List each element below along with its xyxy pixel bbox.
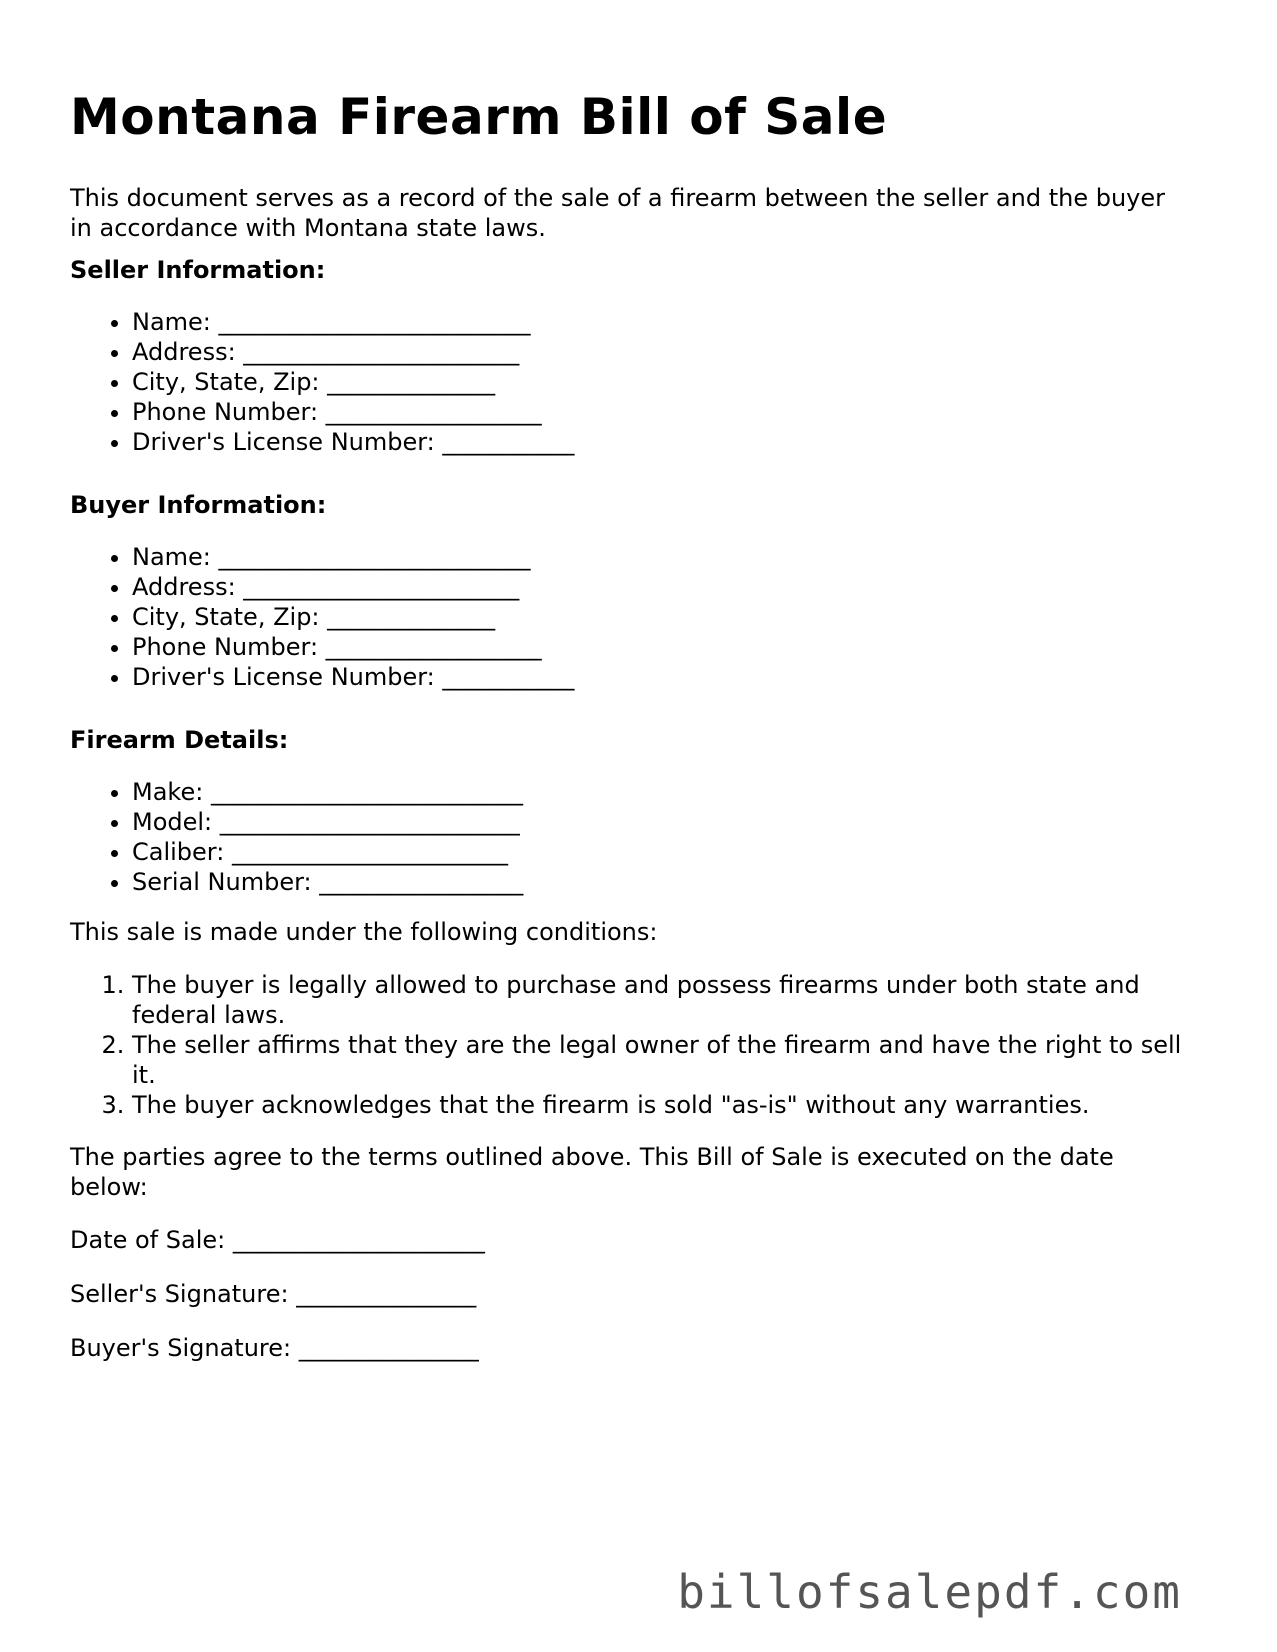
- conditions-intro: This sale is made under the following conditions:: [70, 918, 658, 946]
- seller-license-field: • Driver's License Number: ___________: [132, 427, 574, 457]
- buyer-city-state-zip-field: • City, State, Zip: ______________: [132, 602, 574, 632]
- closing-statement: The parties agree to the terms outlined above. This Bill of Sale is executed on the date below:: [70, 1143, 1114, 1201]
- conditions-list: [70, 970, 1190, 1120]
- firearm-model-field: • Model: _________________________: [132, 807, 523, 837]
- intro-paragraph: This document serves as a record of the sale of a firearm between the seller and the buyer in accordance with Montana state laws.: [70, 184, 1165, 242]
- buyer-heading: Buyer Information:: [70, 491, 327, 519]
- seller-name-field: • Name: __________________________: [132, 307, 574, 337]
- firearm-heading: Firearm Details:: [70, 726, 289, 754]
- buyer-address-field: • Address: _______________________: [132, 572, 574, 602]
- document-title: Montana Firearm Bill of Sale: [70, 88, 888, 146]
- seller-heading: Seller Information:: [70, 256, 326, 284]
- firearm-serial-field: • Serial Number: _________________: [132, 867, 523, 897]
- buyer-license-field: • Driver's License Number: ___________: [132, 662, 574, 692]
- firearm-make-field: • Make: __________________________: [132, 777, 523, 807]
- seller-city-state-zip-field: • City, State, Zip: ______________: [132, 367, 574, 397]
- seller-signature-line: Seller's Signature: _______________: [70, 1280, 477, 1308]
- firearm-fields-list: [70, 777, 523, 897]
- buyer-fields-list: [70, 542, 574, 692]
- condition-item: 2. The seller affirms that they are the legal owner of the firearm and have the right to sell it.: [132, 1030, 1190, 1090]
- seller-phone-field: • Phone Number: __________________: [132, 397, 574, 427]
- buyer-signature-line: Buyer's Signature: _______________: [70, 1334, 479, 1362]
- buyer-phone-field: • Phone Number: __________________: [132, 632, 574, 662]
- site-watermark: billofsalepdf.com: [677, 1565, 1182, 1619]
- firearm-caliber-field: • Caliber: _______________________: [132, 837, 523, 867]
- date-of-sale-line: Date of Sale: _____________________: [70, 1226, 485, 1254]
- buyer-name-field: • Name: __________________________: [132, 542, 574, 572]
- condition-item: 3. The buyer acknowledges that the firearm is sold "as-is" without any warranties.: [132, 1090, 1190, 1120]
- seller-address-field: • Address: _______________________: [132, 337, 574, 367]
- condition-item: 1. The buyer is legally allowed to purchase and possess firearms under both state and federal laws.: [132, 970, 1190, 1030]
- seller-fields-list: [70, 307, 574, 457]
